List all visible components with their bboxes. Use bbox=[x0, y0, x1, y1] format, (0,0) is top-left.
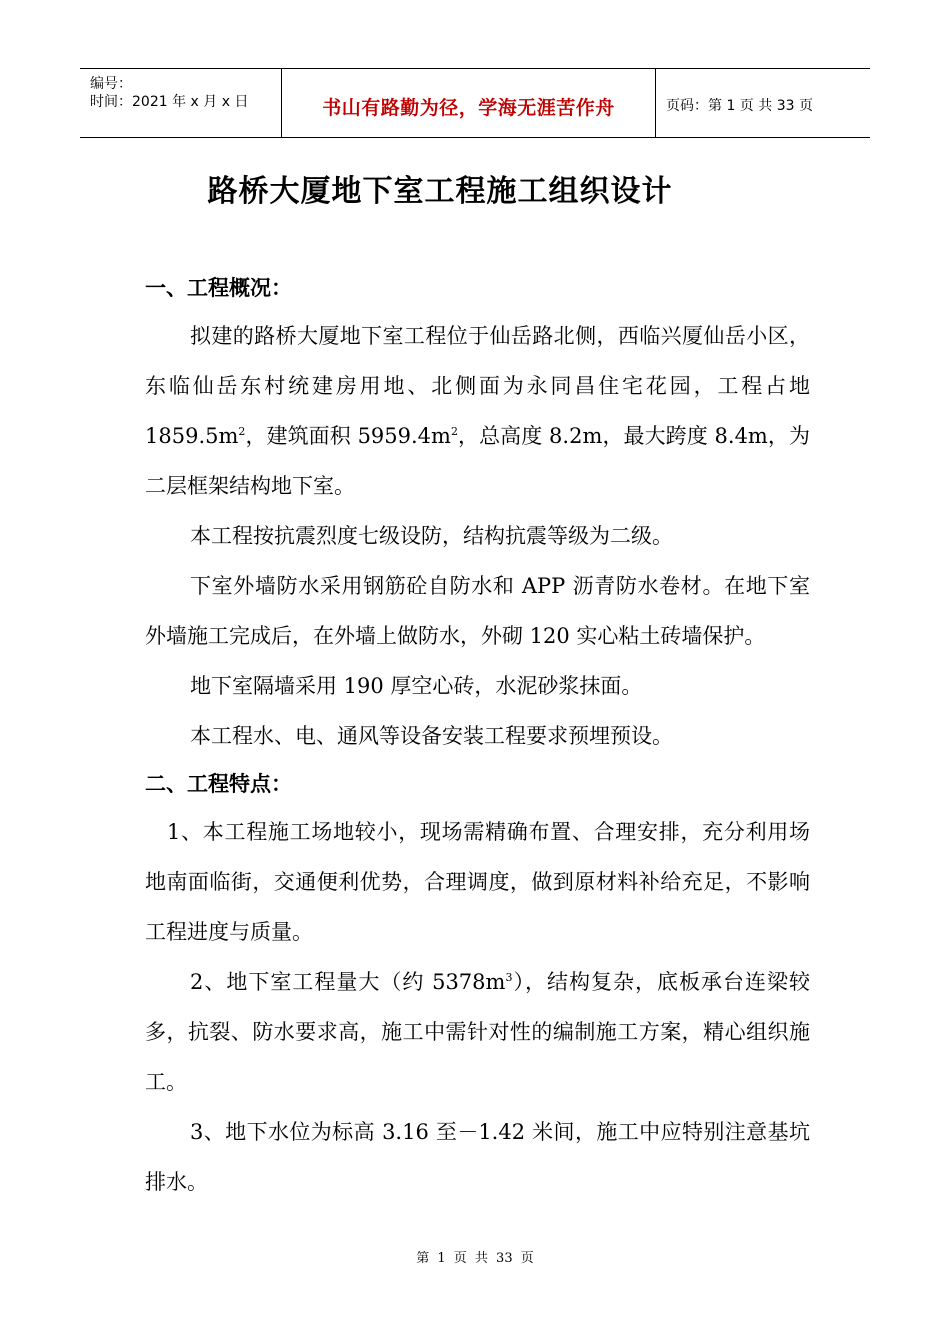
page-footer: 第 1 页 共 33 页 bbox=[416, 1251, 534, 1266]
header-motto-cell bbox=[281, 69, 656, 137]
features-paragraph-site: 1、本工程施工场地较小，现场需精确布置、合理安排，充分利用场地南面临街，交通便利优势，合理调度，做到原材料补给充足，不影响工程进度与质量。 bbox=[145, 820, 810, 944]
header-motto: 书山有路勤为径，学海无涯苦作舟 bbox=[322, 97, 615, 119]
overview-paragraph-installation: 本工程水、电、通风等设备安装工程要求预埋预设。 bbox=[190, 724, 673, 748]
overview-paragraph-waterproof: 下室外墙防水采用钢筋砼自防水和 APP 沥青防水卷材。在地下室外墙施工完成后，在外墙上做防水，外砌 120 实心粘土砖墙保护。 bbox=[145, 574, 810, 648]
header-info-cell bbox=[80, 69, 280, 137]
overview-paragraph-location: 拟建的路桥大厦地下室工程位于仙岳路北侧，西临兴厦仙岳小区，东临仙岳东村统建房用地、北侧面为永同昌住宅花园，工程占地 $1859.5m^2$，建筑面积 $5959.4m^2$，总高度 8.2m，最大跨度 8.4m，为二层框架结构地下室。 bbox=[145, 324, 810, 498]
overview-paragraph-partition: 地下室隔墙采用 190 厚空心砖，水泥砂浆抹面。 bbox=[190, 674, 643, 698]
header-page-number: 页码：第 1 页 共 33 页 bbox=[666, 98, 813, 114]
document-body bbox=[145, 265, 810, 1207]
page-header bbox=[80, 68, 870, 138]
features-paragraph-volume: 2、地下室工程量大（约 $5378m^3$），结构复杂，底板承台连梁较多，抗裂、防水要求高，施工中需针对性的编制施工方案，精心组织施工。 bbox=[145, 970, 810, 1094]
features-paragraph-groundwater: 3、地下水位为标高 3.16 至－1.42 米间，施工中应特别注意基坑排水。 bbox=[145, 1120, 810, 1194]
header-page-cell bbox=[656, 69, 870, 137]
document-title: 路桥大厦地下室工程施工组织设计 bbox=[207, 174, 673, 209]
section-heading-overview: 一、工程概况： bbox=[145, 275, 292, 300]
document-number-label: 编号： bbox=[90, 76, 132, 92]
overview-paragraph-seismic: 本工程按抗震烈度七级设防，结构抗震等级为二级。 bbox=[190, 524, 673, 548]
document-time-label: 时间：2021 年 x 月 x 日 bbox=[90, 94, 249, 110]
section-heading-features: 二、工程特点： bbox=[145, 771, 292, 796]
